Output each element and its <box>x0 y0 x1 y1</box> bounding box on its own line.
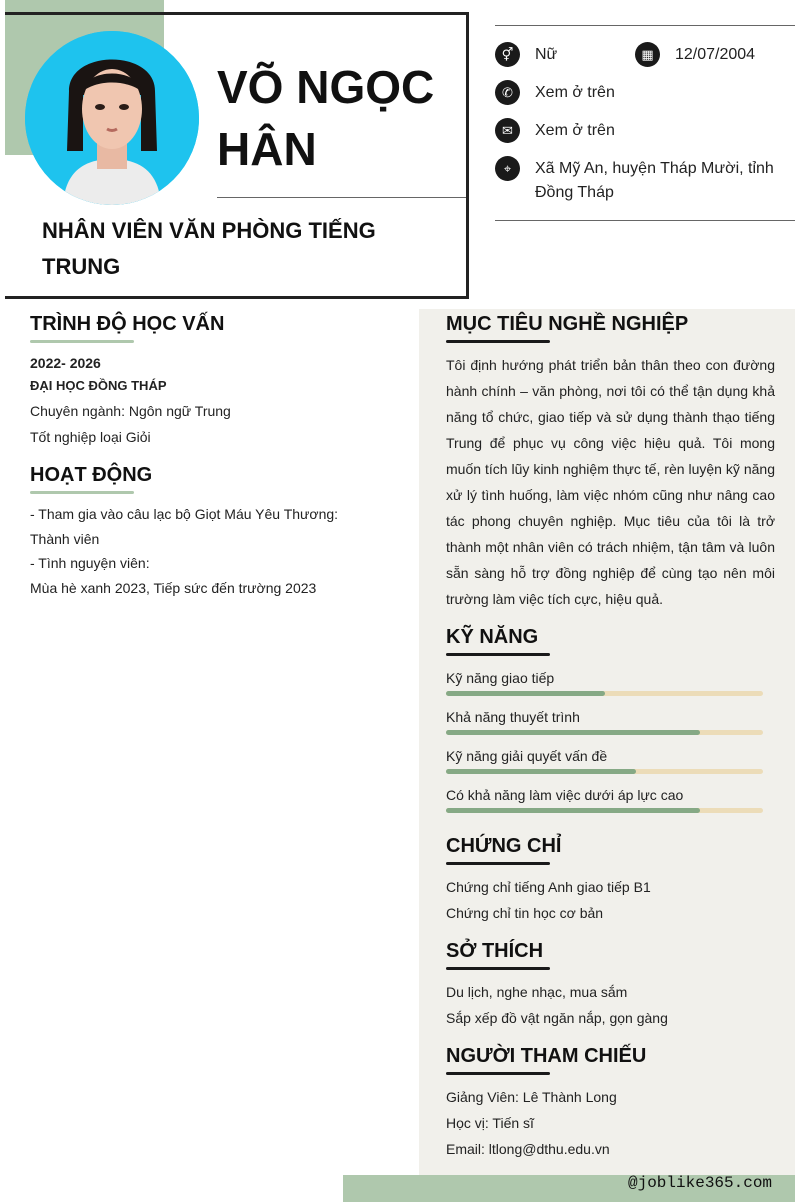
education-school: ĐẠI HỌC ĐỒNG THÁP <box>30 378 167 393</box>
candidate-name: VÕ NGỌC HÂN <box>217 61 435 175</box>
hobbies-title-underline <box>446 967 550 970</box>
skills-title: KỸ NĂNG <box>446 626 539 648</box>
skill-bar <box>446 808 763 813</box>
skill-label: Kỹ năng giải quyết vấn đề <box>446 748 608 764</box>
activity-line: Thành viên <box>30 531 100 547</box>
email-value: Xem ở trên <box>535 122 615 139</box>
reference-item: Giảng Viên: Lê Thành Long <box>446 1089 617 1105</box>
education-title-underline <box>30 340 134 343</box>
name-divider <box>217 197 466 198</box>
objective-title: MỤC TIÊU NGHỀ NGHIỆP <box>446 313 689 335</box>
gender-icon: ⚥ <box>495 42 520 67</box>
phone-value: Xem ở trên <box>535 84 615 101</box>
portrait-image <box>25 31 199 205</box>
certificates-title: CHỨNG CHỈ <box>446 835 562 857</box>
references-title-underline <box>446 1072 550 1075</box>
reference-item: Email: ltlong@dthu.edu.vn <box>446 1141 610 1157</box>
avatar <box>25 31 199 205</box>
skill-bar-fill <box>446 691 605 696</box>
footer-watermark: @joblike365.com <box>628 1174 773 1192</box>
hobby-item: Du lịch, nghe nhạc, mua sắm <box>446 984 628 1000</box>
contact-block <box>495 25 795 221</box>
skill-bar-fill <box>446 769 636 774</box>
mail-icon: ✉ <box>495 118 520 143</box>
activities-title-underline <box>30 491 134 494</box>
activities-title: HOẠT ĐỘNG <box>30 464 153 486</box>
location-icon: ⌖ <box>495 156 520 181</box>
address-value: Xã Mỹ An, huyện Tháp Mười, tỉnh Đồng Tháp <box>535 160 774 201</box>
job-title: NHÂN VIÊN VĂN PHÒNG TIẾNG TRUNG <box>42 218 376 279</box>
activity-line: - Tham gia vào câu lạc bộ Giọt Máu Yêu Thương: <box>30 506 339 522</box>
certificates-title-underline <box>446 862 550 865</box>
education-grade: Tốt nghiệp loại Giỏi <box>30 429 151 445</box>
skill-bar <box>446 769 763 774</box>
skill-label: Có khả năng làm việc dưới áp lực cao <box>446 787 684 803</box>
hobby-item: Sắp xếp đồ vật ngăn nắp, gọn gàng <box>446 1010 668 1026</box>
references-title: NGƯỜI THAM CHIẾU <box>446 1045 647 1067</box>
education-title: TRÌNH ĐỘ HỌC VẤN <box>30 313 225 335</box>
skill-bar-fill <box>446 730 700 735</box>
certificate-item: Chứng chỉ tin học cơ bản <box>446 905 604 921</box>
skill-bar <box>446 730 763 735</box>
skill-bar <box>446 691 763 696</box>
reference-item: Học vị: Tiến sĩ <box>446 1115 534 1131</box>
objective-title-underline <box>446 340 550 343</box>
education-years: 2022- 2026 <box>30 355 101 371</box>
objective-text: Tôi định hướng phát triển bản thân theo con đường hành chính – văn phòng, nơi tôi có thể tận dụng khả năng tổ chức, giao tiếp và sử dụng thành thạo tiếng Trung để phục vụ công việc hiệu quả. Tôi mong muốn tích lũy kinh nghiệm thực tế, rèn luyện kỹ năng xử lý tình huống, làm việc nhóm cũng như nâng cao tác phong chuyên nghiệp. Mục tiêu của tôi là trở thành một nhân viên có trách nhiệm, tận tâm và luôn sẵn sàng hỗ trợ đồng nghiệp để cùng tạo nên môi trường làm việc tích cực, hiệu quả. <box>446 357 775 607</box>
skill-label: Kỹ năng giao tiếp <box>446 670 555 686</box>
birthdate-value: 12/07/2004 <box>675 46 756 63</box>
skill-bar-fill <box>446 808 700 813</box>
gender-value: Nữ <box>535 46 558 63</box>
activity-line: Mùa hè xanh 2023, Tiếp sức đến trường 2023 <box>30 580 317 596</box>
hobbies-title: SỞ THÍCH <box>446 940 544 962</box>
certificate-item: Chứng chỉ tiếng Anh giao tiếp B1 <box>446 879 651 895</box>
skills-title-underline <box>446 653 550 656</box>
phone-icon: ✆ <box>495 80 520 105</box>
skill-label: Khả năng thuyết trình <box>446 709 580 725</box>
calendar-icon: ▦ <box>635 42 660 67</box>
activity-line: - Tình nguyện viên: <box>30 555 150 571</box>
education-major: Chuyên ngành: Ngôn ngữ Trung <box>30 403 231 419</box>
